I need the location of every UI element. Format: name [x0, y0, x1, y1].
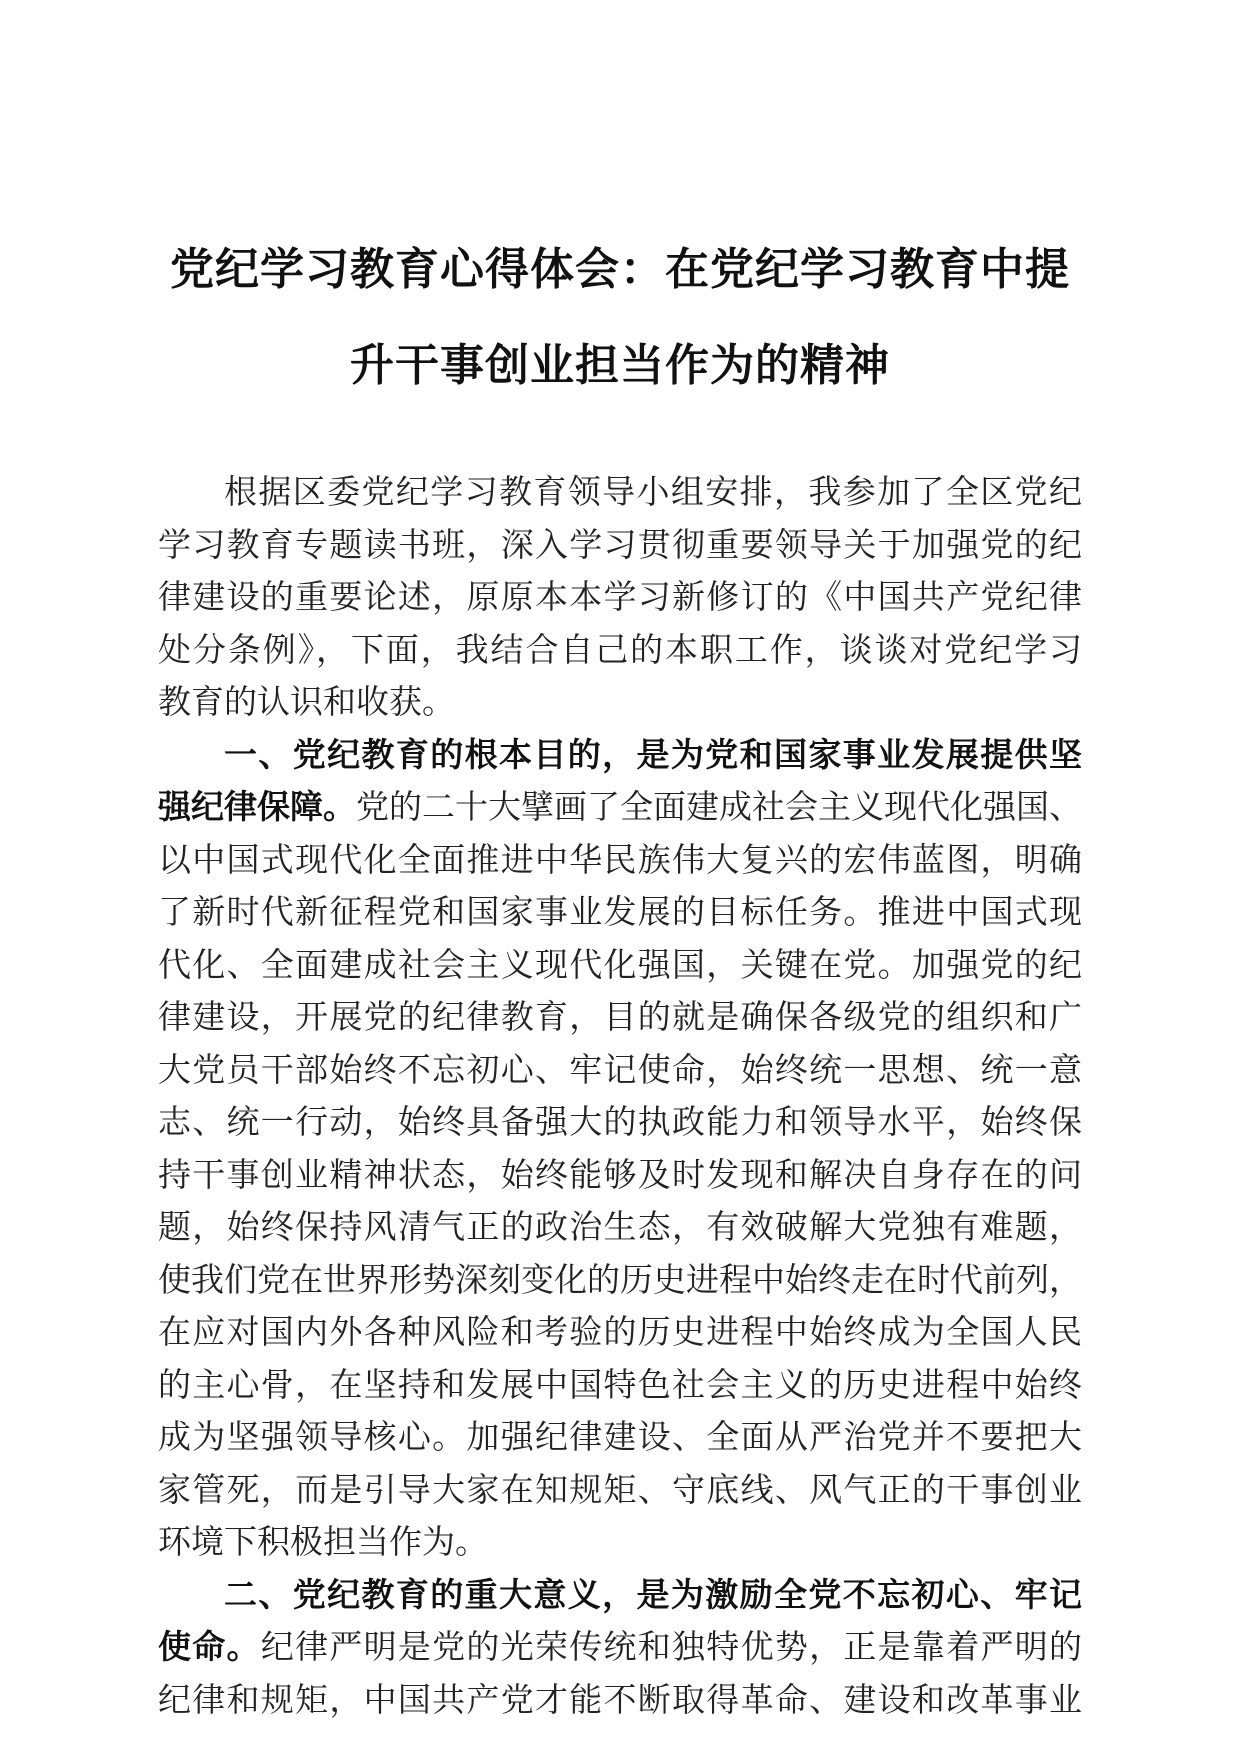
paragraph-line: 处分条例》，下面，我结合自己的本职工作，谈谈对党纪学习 — [158, 629, 1082, 669]
paragraph-line: 题，始终保持风清气正的政治生态，有效破解大党独有难题， — [158, 1207, 1082, 1246]
paragraph-line: 的主心骨，在坚持和发展中国特色社会主义的历史进程中始终 — [158, 1364, 1082, 1404]
section-1 — [158, 729, 1082, 1569]
paragraph-line: 纪律和规矩，中国共产党才能不断取得革命、建设和改革事业 — [158, 1679, 1082, 1719]
paragraph-line: 在应对国内外各种风险和考验的历史进程中始终成为全国人民 — [158, 1312, 1082, 1351]
paragraph-line: 教育的认识和收获。 — [158, 682, 455, 721]
paragraph-line: 学习教育专题读书班，深入学习贯彻重要领导关于加强党的纪 — [158, 524, 1082, 564]
paragraph-line: 家管死，而是引导大家在知规矩、守底线、风气正的干事创业 — [158, 1469, 1082, 1509]
section-2-text-start: 纪律严明是党的光荣传统和独特优势，正是靠着严明的 — [260, 1627, 1083, 1666]
title-line-1: 党纪学习教育心得体会：在党纪学习教育中提 — [170, 244, 1070, 295]
paragraph-line: 了新时代新征程党和国家事业发展的目标任务。推进中国式现 — [158, 892, 1082, 931]
paragraph-line: 律建设的重要论述，原原本本学习新修订的《中国共产党纪律 — [158, 577, 1082, 616]
section-1-heading-end: 强纪律保障。 — [158, 787, 356, 826]
paragraph-line: 使我们党在世界形势深刻变化的历史进程中始终走在时代前列， — [158, 1259, 1082, 1299]
paragraph-line: 根据区委党纪学习教育领导小组安排，我参加了全区党纪 — [224, 472, 1082, 511]
title-line-2: 升干事创业担当作为的精神 — [350, 340, 890, 391]
paragraph-line: 以中国式现代化全面推进中华民族伟大复兴的宏伟蓝图，明确 — [158, 839, 1082, 879]
document-title — [150, 222, 1090, 414]
section-1-heading: 一、党纪教育的根本目的，是为党和国家事业发展提供坚 — [224, 734, 1082, 774]
section-2-heading: 二、党纪教育的重大意义，是为激励全党不忘初心、牢记 — [224, 1574, 1082, 1614]
section-2 — [158, 1569, 1082, 1727]
document-body — [158, 466, 1082, 1726]
paragraph-line: 律建设，开展党的纪律教育，目的就是确保各级党的组织和广 — [158, 997, 1082, 1036]
paragraph-line: 大党员干部始终不忘初心、牢记使命，始终统一思想、统一意 — [158, 1049, 1082, 1089]
paragraph-line: 代化、全面建成社会主义现代化强国，关键在党。加强党的纪 — [158, 944, 1082, 984]
paragraph-line: 志、统一行动，始终具备强大的执政能力和领导水平，始终保 — [158, 1102, 1082, 1141]
section-1-text-start: 党的二十大擘画了全面建成社会主义现代化强国、 — [356, 787, 1082, 826]
paragraph-line: 持干事创业精神状态，始终能够及时发现和解决自身存在的问 — [158, 1154, 1082, 1194]
paragraph-intro — [158, 466, 1082, 729]
paragraph-line: 环境下积极担当作为。 — [158, 1522, 488, 1561]
paragraph-line: 成为坚强领导核心。加强纪律建设、全面从严治党并不要把大 — [158, 1417, 1082, 1456]
section-1-heading-line-2 — [158, 781, 1082, 834]
section-2-heading-end: 使命。 — [158, 1627, 261, 1666]
section-2-heading-line-2 — [158, 1621, 1082, 1674]
